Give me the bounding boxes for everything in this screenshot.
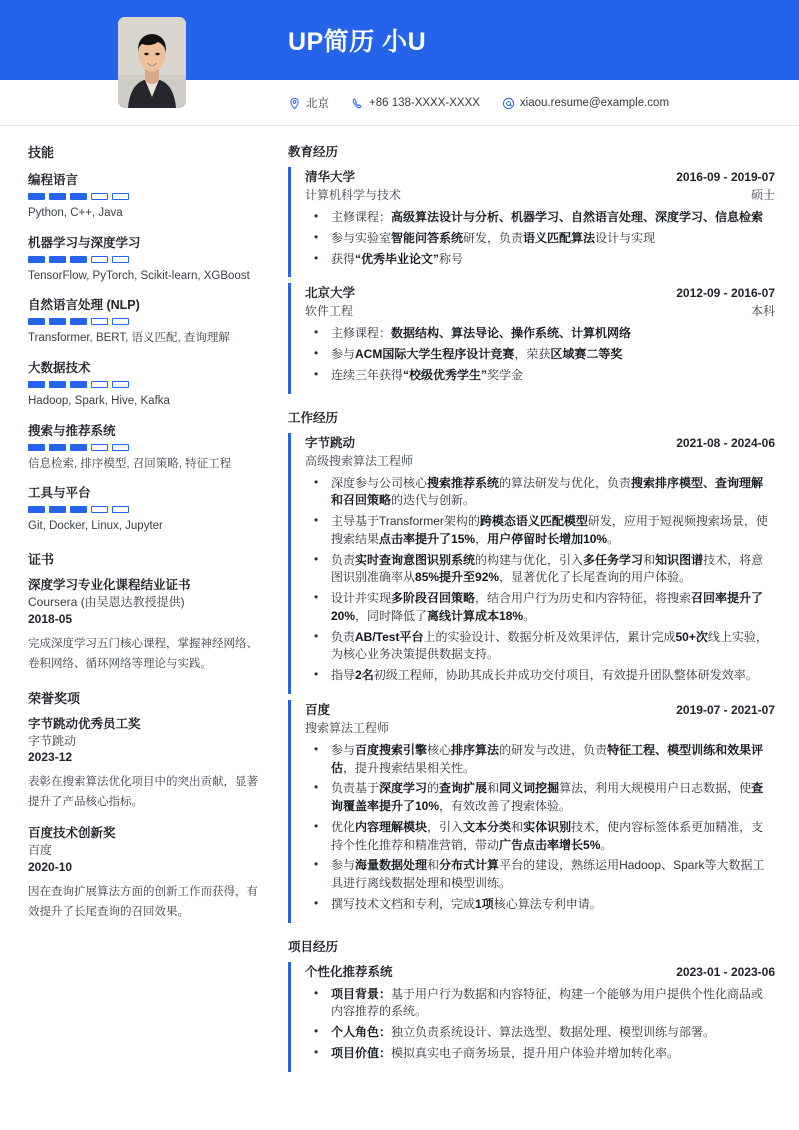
entry-bullet: • 项目背景：基于用户行为数据和内容特征，构建一个能够为用户提供个性化商品或内容推荐的系统。: [305, 986, 775, 1022]
skill-item: [28, 170, 258, 222]
entry-header: [305, 700, 775, 718]
entry-bullet: • 主修课程：高级算法设计与分析、机器学习、自然语言处理、深度学习、信息检索: [305, 209, 775, 227]
skill-level-segment-empty: [112, 193, 129, 200]
work-section: [288, 408, 775, 923]
entry-bullet: • 参与ACM国际大学生程序设计竞赛，荣获区域赛二等奖: [305, 346, 775, 364]
avatar: [118, 17, 186, 108]
contact-list: [288, 80, 669, 126]
education-section: [288, 142, 775, 394]
skill-level-segment-empty: [112, 381, 129, 388]
email-at-icon: [502, 97, 515, 110]
skill-level-meter: [28, 506, 258, 513]
page-title: UP简历 小U: [288, 28, 427, 56]
skill-level-segment-empty: [91, 318, 108, 325]
skill-level-segment-filled: [28, 444, 45, 451]
certificate-item-title: 深度学习专业化课程结业证书: [28, 578, 191, 593]
entry-bullet: • 获得“优秀毕业论文”称号: [305, 251, 775, 269]
contact-location: [288, 95, 329, 111]
skill-level-segment-empty: [91, 193, 108, 200]
skill-level-segment-empty: [91, 444, 108, 451]
education-entry: [288, 167, 775, 277]
entry-header: [305, 433, 775, 451]
entry-bullet-list: [305, 986, 775, 1063]
work-section-title: 工作经历: [288, 410, 339, 425]
entry-organization: 个性化推荐系统: [305, 964, 393, 979]
entry-subheader: [305, 302, 775, 319]
skill-item: [28, 358, 258, 410]
award-item: [28, 825, 258, 922]
entry-organization: 字节跳动: [305, 435, 356, 450]
entry-bullet: • 负责AB/Test平台上的实验设计、数据分析及效果评估，累计完成50+次线上实验，为核心业务决策提供数据支持。: [305, 629, 775, 665]
awards-section: [28, 688, 258, 922]
entry-bullet: • 个人角色：独立负责系统设计、算法选型、数据处理、模型训练与部署。: [305, 1024, 775, 1042]
skill-level-segment-filled: [70, 193, 87, 200]
entry-bullet: • 参与百度搜索引擎核心排序算法的研发与改进，负责特征工程、模型训练和效果评估，提升搜索结果相关性。: [305, 742, 775, 778]
work-entry: [288, 433, 775, 694]
skill-level-meter: [28, 444, 258, 451]
skill-level-segment-filled: [28, 506, 45, 513]
skill-items: Git, Docker, Linux, Jupyter: [28, 520, 163, 533]
entry-role: 搜索算法工程师: [305, 720, 390, 735]
entry-date-range: 2023-01 - 2023-06: [676, 964, 775, 979]
entry-organization: 北京大学: [305, 286, 356, 301]
skill-items: Hadoop, Spark, Hive, Kafka: [28, 395, 170, 408]
entry-organization: 百度: [305, 702, 331, 717]
education-section-title: 教育经历: [288, 145, 339, 159]
skill-name: 编程语言: [28, 173, 79, 187]
skill-name: 搜索与推荐系统: [28, 423, 116, 438]
education-entry: [288, 283, 775, 393]
certificates-section-title: 证书: [28, 552, 55, 568]
skill-level-meter: [28, 256, 258, 263]
entry-bullet: • 主导基于Transformer架构的跨模态语义匹配模型研发，应用于短视频搜索场景，使搜索结果点击率提升了15%，用户停留时长增加10%。: [305, 513, 775, 549]
award-item: [28, 716, 258, 813]
entry-bullet: • 主修课程：数据结构、算法导论、操作系统、计算机网络: [305, 325, 775, 343]
entry-header: [305, 962, 775, 980]
entry-date-range: 2012-09 - 2016-07: [676, 286, 775, 301]
skill-level-segment-filled: [70, 318, 87, 325]
certificate-item-org: Coursera (由吴恩达教授提供): [28, 594, 185, 609]
projects-section: [288, 937, 775, 1072]
skill-item: [28, 483, 258, 535]
skill-item: [28, 233, 258, 285]
skills-section-title: 技能: [28, 145, 55, 160]
work-entry: [288, 700, 775, 923]
skills-section: [28, 142, 258, 535]
skill-level-segment-empty: [91, 256, 108, 263]
entry-header: [305, 283, 775, 301]
entry-date-range: 2021-08 - 2024-06: [676, 435, 775, 450]
skill-level-segment-filled: [70, 444, 87, 451]
skill-level-segment-empty: [112, 318, 129, 325]
skill-name: 机器学习与深度学习: [28, 235, 141, 250]
entry-header: [305, 167, 775, 185]
entry-major: 计算机科学与技术: [305, 188, 402, 202]
skill-items: 信息检索, 排序模型, 召回策略, 特征工程: [28, 457, 232, 470]
project-entry: [288, 962, 775, 1072]
entry-bullet: • 优化内容理解模块，引入文本分类和实体识别技术，使内容标签体系更加精准，支持个性化推荐和精准营销，带动广告点击率增长5%。: [305, 819, 775, 855]
contact-email: [502, 97, 669, 110]
entry-date-range: 2019-07 - 2021-07: [676, 702, 775, 717]
skill-level-segment-filled: [70, 381, 87, 388]
skill-level-segment-empty: [112, 506, 129, 513]
skill-level-segment-filled: [28, 381, 45, 388]
entry-bullet: • 项目价值：模拟真实电子商务场景，提升用户体验并增加转化率。: [305, 1045, 775, 1063]
skill-level-segment-filled: [49, 506, 66, 513]
entry-organization: 清华大学: [305, 170, 356, 184]
skill-name: 自然语言处理 (NLP): [28, 298, 140, 313]
award-item-desc: 表彰在搜索算法优化项目中的突出贡献，显著提升了产品核心指标。: [28, 776, 258, 809]
award-item-org: 百度: [28, 843, 53, 858]
entry-role: 高级搜索算法工程师: [305, 453, 414, 468]
skill-items: Transformer, BERT, 语义匹配, 查询理解: [28, 332, 230, 345]
skill-items: TensorFlow, PyTorch, Scikit-learn, XGBoost: [28, 269, 250, 282]
award-item-title: 百度技术创新奖: [28, 826, 116, 841]
entry-major: 软件工程: [305, 304, 354, 319]
skill-level-segment-filled: [28, 256, 45, 263]
entry-subheader: [305, 186, 775, 203]
entry-bullet: • 参与海量数据处理和分布式计算平台的建设，熟练运用Hadoop、Spark等大数据工具进行离线数据处理和模型训练。: [305, 857, 775, 893]
award-item-desc: 因在查询扩展算法方面的创新工作而获得，有效提升了长尾查询的召回效果。: [28, 885, 258, 919]
award-item-date: 2023-12: [28, 750, 73, 765]
skill-level-segment-empty: [91, 506, 108, 513]
entry-bullet: • 参与实验室智能问答系统研发，负责语义匹配算法设计与实现: [305, 230, 775, 248]
skill-level-segment-filled: [70, 256, 87, 263]
education-list: [288, 167, 775, 394]
skill-level-segment-empty: [112, 444, 129, 451]
skill-level-segment-filled: [49, 193, 66, 200]
entry-bullet-list: [305, 325, 775, 384]
skill-level-segment-filled: [28, 318, 45, 325]
entry-bullet: • 指导2名初级工程师，协助其成长并成功交付项目，有效提升团队整体研发效率。: [305, 667, 775, 685]
entry-bullet: • 深度参与公司核心搜索推荐系统的算法研发与优化，负责搜索排序模型、查询理解和召回策略的迭代与创新。: [305, 475, 775, 511]
certificates-section: [28, 549, 258, 674]
sidebar: [0, 126, 280, 935]
award-item-org: 字节跳动: [28, 733, 77, 748]
entry-bullet: • 负责基于深度学习的查询扩展和同义词挖掘算法，利用大规模用户日志数据，使查询覆盖率提升了10%，有效改善了搜索体验。: [305, 780, 775, 816]
main-column: [280, 126, 799, 1086]
entry-bullet-list: [305, 209, 775, 268]
work-list: [288, 433, 775, 923]
certificate-item: [28, 577, 258, 674]
skill-level-segment-filled: [70, 506, 87, 513]
contact-phone-text: +86 138-XXXX-XXXX: [369, 97, 480, 109]
entry-bullet: • 连续三年获得“校级优秀学生”奖学金: [305, 367, 775, 385]
award-item-title: 字节跳动优秀员工奖: [28, 716, 141, 731]
skill-level-meter: [28, 193, 258, 200]
certificate-item-date: 2018-05: [28, 611, 73, 626]
award-item-date: 2020-10: [28, 860, 73, 875]
skill-name: 工具与平台: [28, 486, 91, 501]
certificates-list: [28, 577, 258, 674]
phone-icon: [351, 97, 364, 110]
entry-subheader: [305, 719, 775, 736]
awards-list: [28, 716, 258, 922]
entry-subheader: [305, 452, 775, 469]
entry-bullet: • 负责实时查询意图识别系统的构建与优化，引入多任务学习和知识图谱技术，将意图识别准确率从85%提升至92%，显著优化了长尾查询的用户体验。: [305, 552, 775, 588]
projects-section-title: 项目经历: [288, 939, 339, 954]
skill-level-segment-filled: [49, 256, 66, 263]
skill-name: 大数据技术: [28, 361, 91, 376]
certificate-item-desc: 完成深度学习五门核心课程，掌握神经网络、卷积网络、循环网络等理论与实践。: [28, 637, 258, 670]
entry-degree: 硕士: [750, 188, 775, 202]
resume-body: [0, 126, 799, 1086]
skill-level-segment-empty: [91, 381, 108, 388]
location-pin-icon: [288, 97, 301, 110]
awards-section-title: 荣誉奖项: [28, 690, 81, 706]
entry-bullet: • 撰写技术文档和专利，完成1项核心算法专利申请。: [305, 896, 775, 914]
skill-items: Python, C++, Java: [28, 207, 123, 219]
entry-degree: 本科: [750, 304, 775, 319]
skill-item: [28, 295, 258, 347]
contact-email-text: xiaou.resume@example.com: [519, 97, 670, 109]
contact-phone: [351, 97, 480, 110]
entry-bullet: • 设计并实现多阶段召回策略，结合用户行为历史和内容特征，将搜索召回率提升了20%，同时降低了离线计算成本18%。: [305, 590, 775, 626]
skill-level-segment-filled: [49, 381, 66, 388]
skill-level-segment-empty: [112, 256, 129, 263]
skill-level-meter: [28, 318, 258, 325]
skill-level-segment-filled: [49, 318, 66, 325]
entry-date-range: 2016-09 - 2019-07: [676, 170, 775, 184]
entry-bullet-list: [305, 742, 775, 914]
skill-item: [28, 421, 258, 473]
skills-list: [28, 170, 258, 535]
projects-list: [288, 962, 775, 1072]
contact-location-text: 北京: [306, 98, 329, 110]
skill-level-segment-filled: [28, 193, 45, 200]
skill-level-meter: [28, 381, 258, 388]
entry-bullet-list: [305, 475, 775, 685]
skill-level-segment-filled: [49, 444, 66, 451]
